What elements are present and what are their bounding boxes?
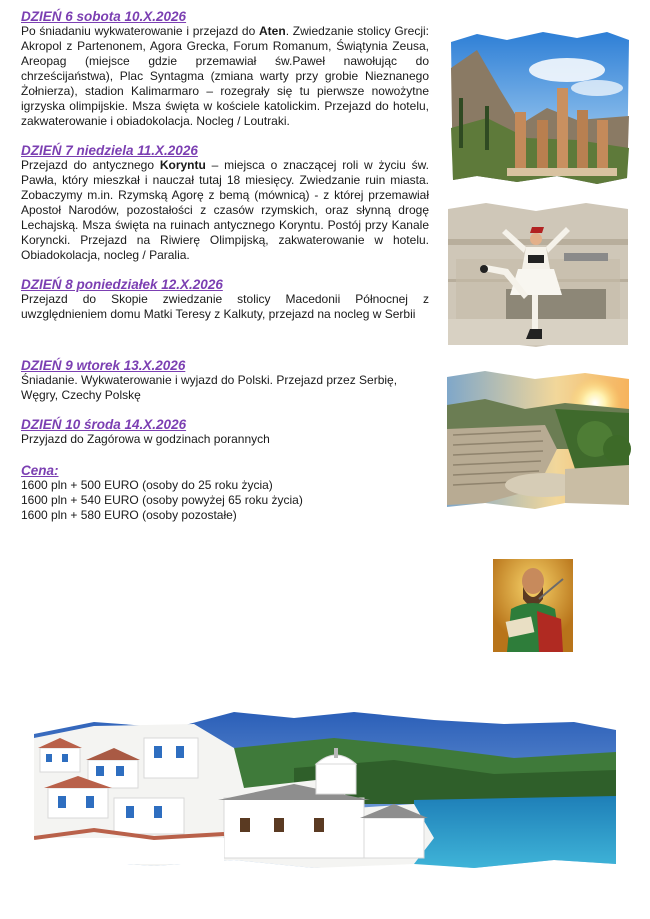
itinerary-column: [21, 9, 429, 523]
price-line-2: 1600 pln + 540 EURO (osoby powyżej 65 roku życia): [21, 493, 303, 507]
day-9-title: DZIEŃ 9 wtorek 13.X.2026: [21, 358, 186, 373]
day-6-city: Aten: [259, 24, 286, 38]
ancient-theatre-sunset-photo: [445, 369, 631, 510]
evzone-guard-photo: [446, 199, 630, 349]
day-6-section: [21, 9, 429, 129]
day-10-section: [21, 417, 429, 447]
price-line-3: 1600 pln + 580 EURO (osoby pozostałe): [21, 508, 237, 522]
day-9-text: Śniadanie. Wykwaterowanie i wyjazd do Polski. Przejazd przez Serbię, Węgry, Czechy Polskę: [21, 373, 398, 402]
day-7-title: DZIEŃ 7 niedziela 11.X.2026: [21, 143, 198, 158]
day-8-section: [21, 277, 429, 322]
day-6-title: DZIEŃ 6 sobota 10.X.2026: [21, 9, 187, 24]
price-section: [21, 463, 429, 523]
day-9-section: [21, 358, 429, 403]
day-10-text: Przyjazd do Zagórowa w godzinach porannych: [21, 432, 270, 446]
delphi-temple-ruins-photo: [447, 28, 631, 184]
day-10-title: DZIEŃ 10 środa 14.X.2026: [21, 417, 187, 432]
day-7-section: [21, 143, 429, 263]
day-7-text: Przejazd do antycznego Koryntu – miejsca o znaczącej roli w życiu św. Pawła, który mieszkał i nauczał tutaj 18 miesięcy. Zwiedzanie ruin miasta. Zobaczymy m.in. Rzymską Agorę z bemą (mównicą) - z której przemawiał Apostoł Narodów, pozostałości z czasów rzymskich, oraz słynną drogę Lechajską. Msza święta na ruinach antycznego Koryntu. Postój przy Kanale Koryncki. Przejazd na Riwierę Olimpijską, zakwaterowanie w hotelu. Obiadokolacja, nocleg / Paralia.: [21, 158, 429, 262]
greek-island-village-panorama: [34, 708, 616, 868]
day-8-text: Przejazd do Skopie zwiedzanie stolicy Macedonii Północnej z uwzględnieniem domu Matki Teresy z Kalkuty, przejazd na nocleg w Serbii: [21, 292, 429, 321]
price-line-1: 1600 pln + 500 EURO (osoby do 25 roku życia): [21, 478, 273, 492]
day-8-title: DZIEŃ 8 poniedziałek 12.X.2026: [21, 277, 223, 292]
price-title: Cena:: [21, 463, 59, 478]
saint-paul-icon-painting: [493, 559, 573, 652]
day-6-text: Po śniadaniu wykwaterowanie i przejazd do Aten. Zwiedzanie stolicy Grecji: Akropol z Partenonem, Agora Grecka, Forum Romanum, Świątynia Zeusa, Areopag (miejsce gdzie przemawiał św.Paweł nawołując do chrześcijaństwa), Plac Syntagma (zmiana warty przy grobie Nieznanego Żołnierza), stadion Kalimarmaro – rozegrały się tu pierwsze nowożytne igrzyska olimpijskie. Msza święta w kościele katolickim. Przejazd do hotelu, zakwaterowanie i obiadokolacja. Nocleg / Loutraki.: [21, 24, 430, 128]
day-7-city: Koryntu: [159, 158, 206, 172]
